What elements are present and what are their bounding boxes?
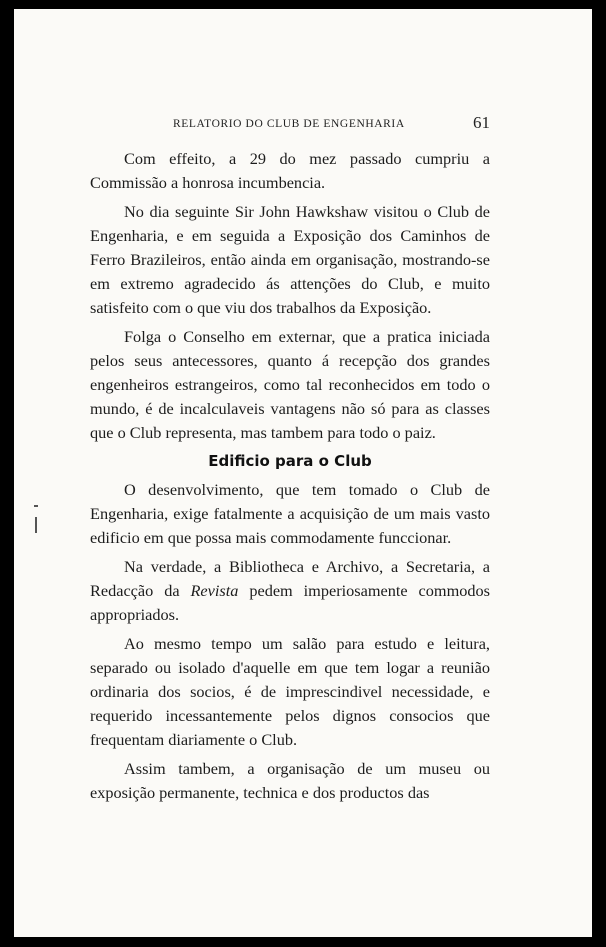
paragraph-text: Na verdade, a Bibliotheca e Archivo, a Secretaria, a Redacção da xyxy=(90,557,490,600)
paragraph: Com effeito, a 29 do mez passado cumpriu a Commissão a honrosa incumbencia. xyxy=(90,149,490,192)
paragraph: Folga o Conselho em externar, que a pratica iniciada pelos seus antecessores, quanto á recepção dos grandes engenheiros estrangeiros, como tal reconhecidos em todo o mundo, é de incalculaveis vantagens não só para as classes que o Club representa, mas tambem para todo o paiz. xyxy=(90,327,490,442)
paragraph: Ao mesmo tempo um salão para estudo e leitura, separado ou isolado d'aquelle em que tem logar a reunião ordinaria dos socios, é de imprescindivel necessidade, e requerido incessantemente pelos dignos consocios que frequentam diariamente o Club. xyxy=(90,634,490,749)
paragraph: Assim tambem, a organisação de um museu ou exposição permanente, technica e dos productos das xyxy=(90,759,490,802)
paragraph: O desenvolvimento, que tem tomado o Club de Engenharia, exige fatalmente a acquisição de um mais vasto edificio em que possa mais commodamente funccionar. xyxy=(90,480,490,547)
running-head: RELATORIO DO CLUB DE ENGENHARIA xyxy=(173,118,405,130)
paragraph-text: pedem imperiosamente commodos appropriados. xyxy=(90,581,491,624)
margin-mark xyxy=(35,517,37,533)
paragraph xyxy=(90,555,490,627)
page-number: 61 xyxy=(473,113,490,132)
section-heading: Edificio para o Club xyxy=(208,452,372,470)
paragraph: No dia seguinte Sir John Hawkshaw visitou o Club de Engenharia, e em seguida a Exposição dos Caminhos de Ferro Brazileiros, então ainda em organisação, mostrando-se em extremo agradecido ás attenções do Club, e muito satisfeito com o que viu dos trabalhos da Exposição. xyxy=(90,202,490,317)
body-text xyxy=(90,147,490,810)
italic-title: Revista xyxy=(190,581,239,600)
margin-mark xyxy=(34,505,38,507)
